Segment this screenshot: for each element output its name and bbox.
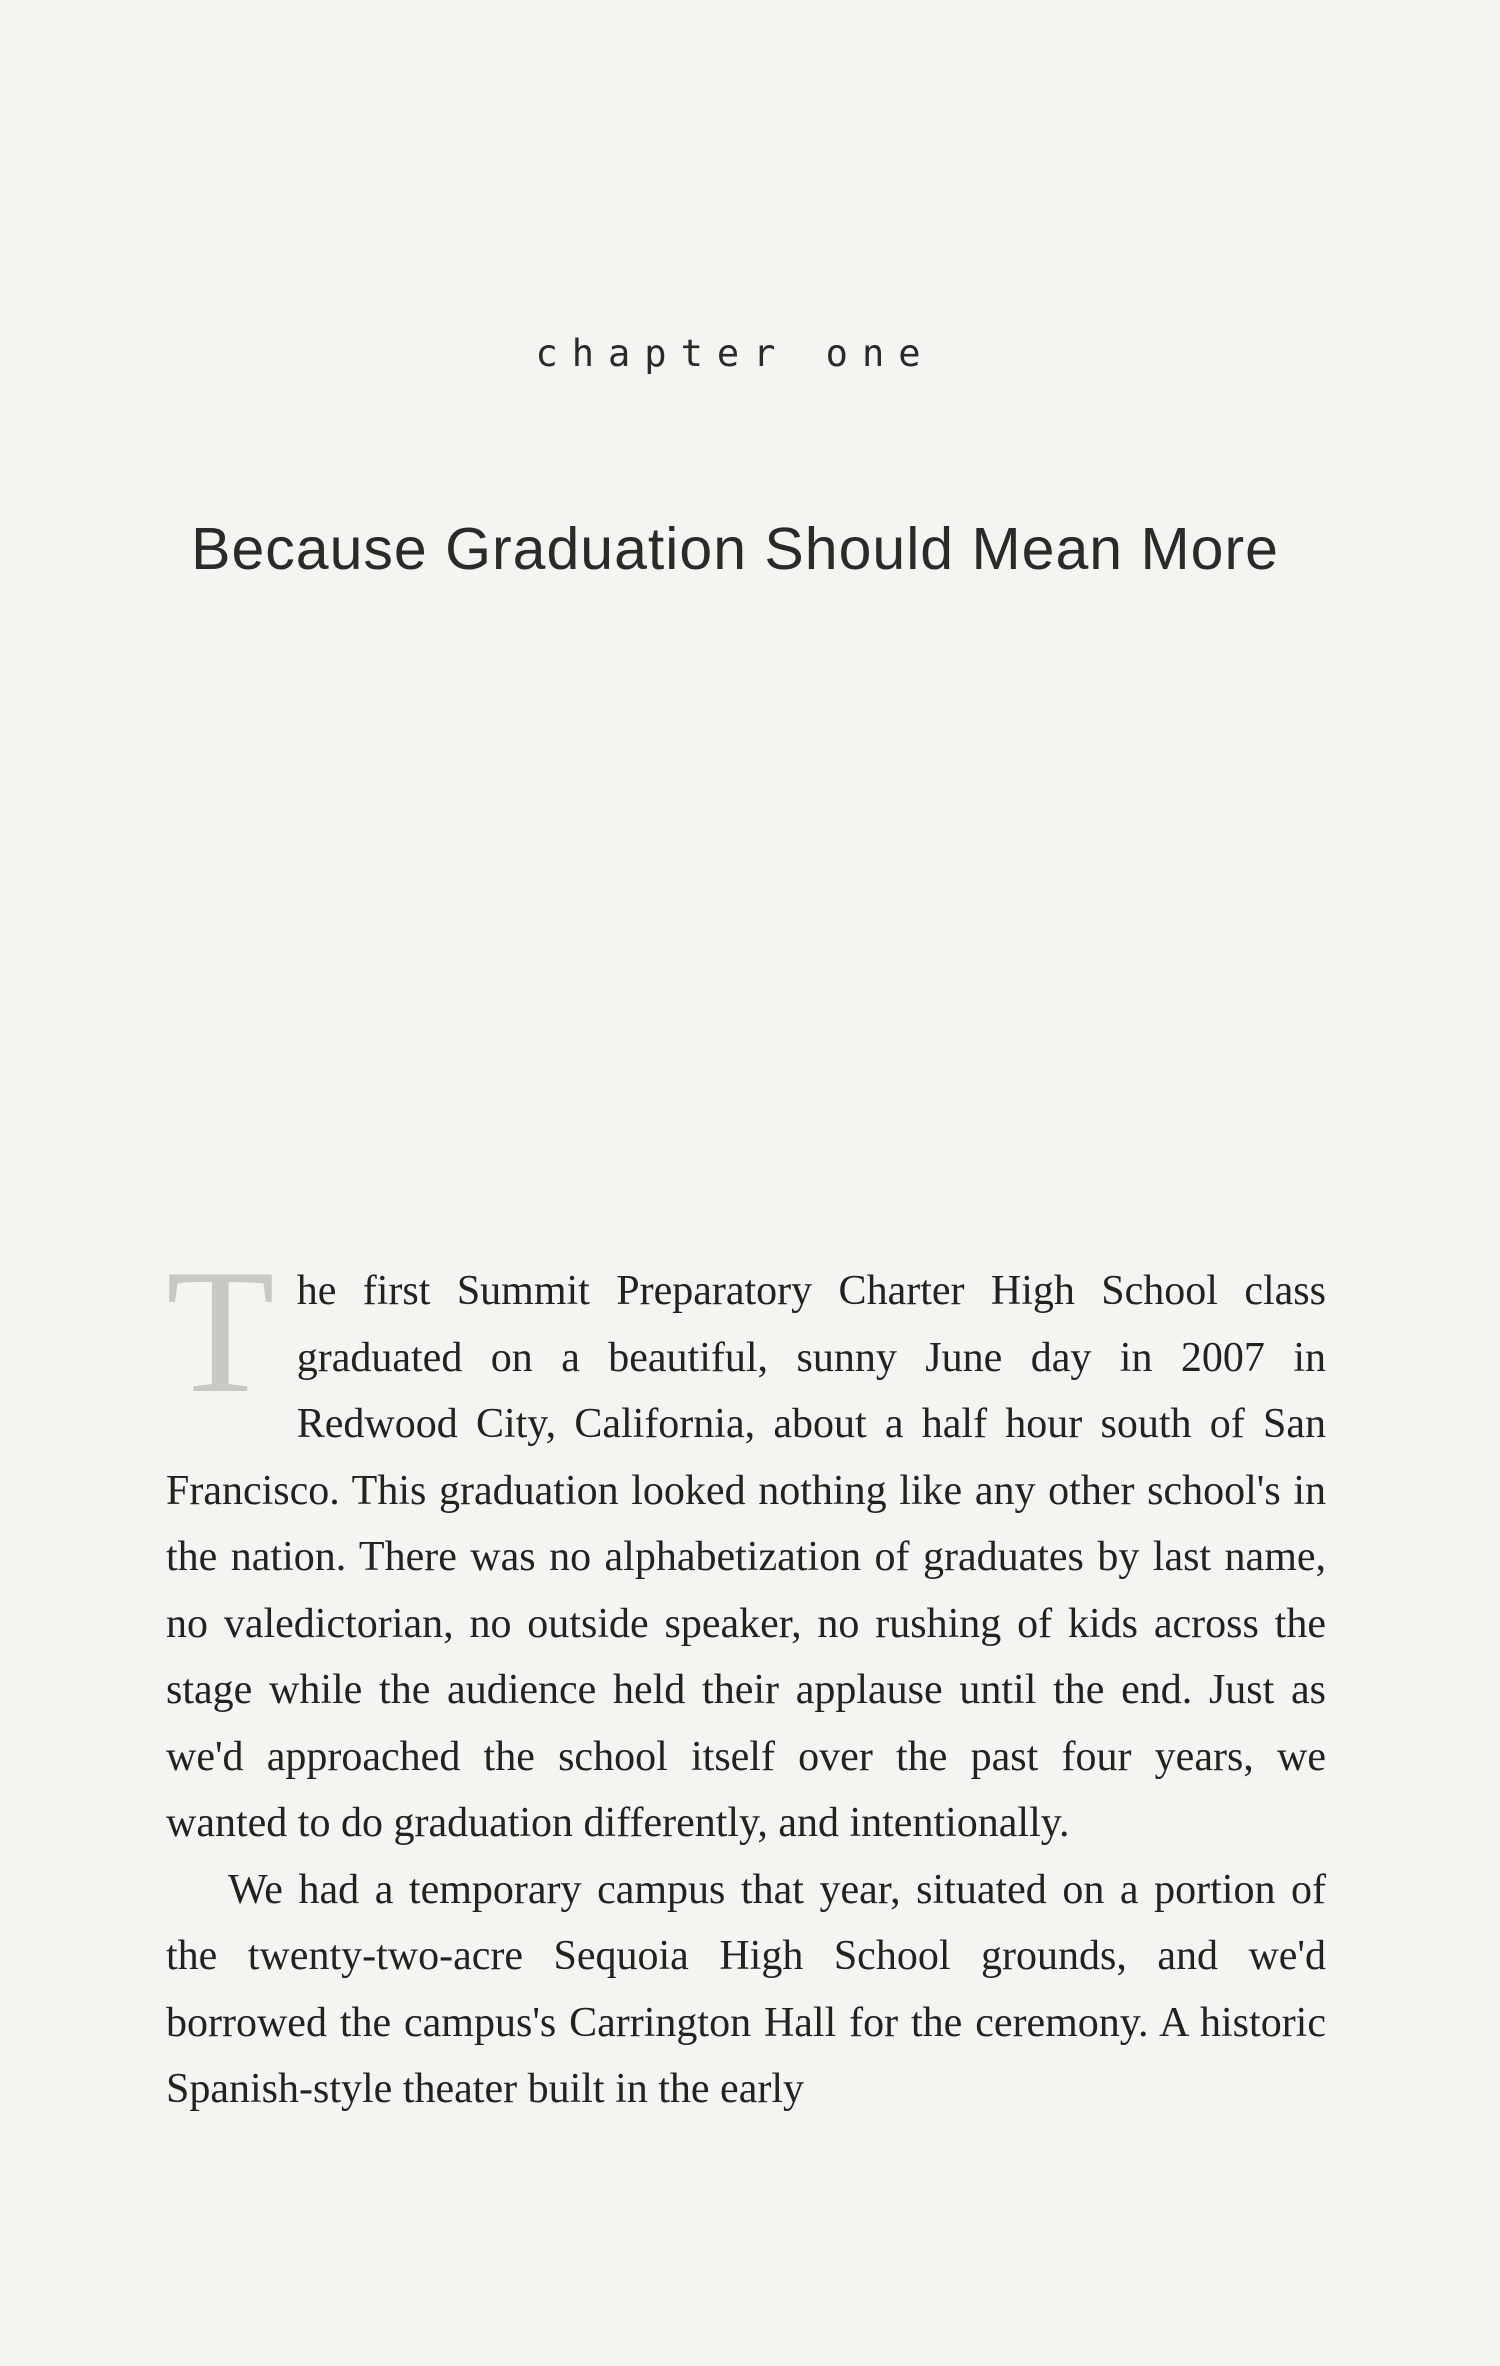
chapter-title: Because Graduation Should Mean More [191, 516, 1279, 582]
paragraph-2: We had a temporary campus that year, situated on a portion of the twenty-two-acre Sequoia High School grounds, and we'd borrowed the campus's Carrington Hall for the ceremony. A historic Spanish-style theater built in the early [166, 1866, 1326, 2112]
paragraph-1 [166, 1232, 1326, 1857]
paragraph-1-text: he first Summit Preparatory Charter High School class graduated on a beautiful, sunny June day in 2007 in Redwood City, California, about a half hour south of San Francisco. This graduation looked nothing like any other school's in the nation. There was no alphabetization of graduates by last name, no valedictorian, no outside speaker, no rushing of kids across the stage while the audience held their applause until the end. Just as we'd approached the school itself over the past four years, we wanted to do graduation differently, and intentionally. [166, 1268, 1326, 1846]
chapter-body [166, 1232, 1326, 2123]
drop-cap: T [166, 1232, 275, 1430]
chapter-number-label: chapter one [535, 332, 935, 375]
